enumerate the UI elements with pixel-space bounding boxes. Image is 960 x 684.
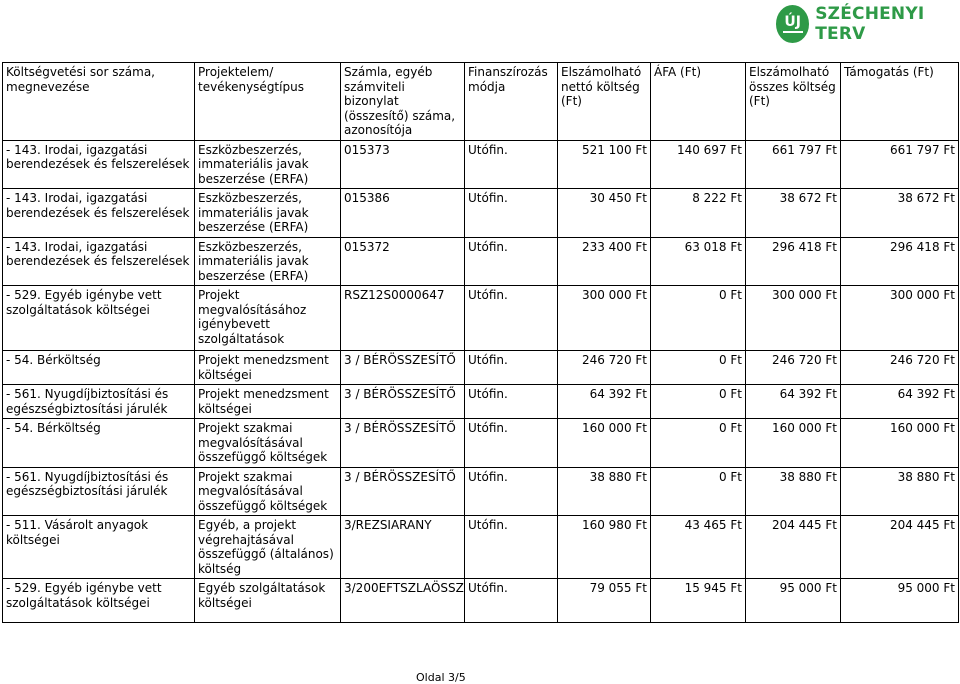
cell-tamogatas: 64 392 Ft bbox=[841, 385, 959, 419]
cell-fin: Utófin. bbox=[465, 419, 558, 468]
uj-logo-icon bbox=[776, 5, 809, 43]
cell-szamla: RSZ12S0000647 bbox=[341, 286, 465, 351]
cell-tamogatas: 246 720 Ft bbox=[841, 351, 959, 385]
cell-fin: Utófin. bbox=[465, 237, 558, 286]
cell-szamla: 015373 bbox=[341, 140, 465, 189]
cell-afa: 15 945 Ft bbox=[651, 579, 746, 623]
cell-sor: - 511. Vásárolt anyagok költségei bbox=[3, 516, 195, 579]
page-number: Oldal 3/5 bbox=[416, 671, 466, 684]
cell-szamla: 3/200EFTSZLAÖSSZ bbox=[341, 579, 465, 623]
cell-fin: Utófin. bbox=[465, 516, 558, 579]
cell-netto: 521 100 Ft bbox=[558, 140, 651, 189]
cell-sor: - 143. Irodai, igazgatási berendezések és felszerelések bbox=[3, 237, 195, 286]
cell-osszes: 38 880 Ft bbox=[746, 467, 841, 516]
cell-osszes: 38 672 Ft bbox=[746, 189, 841, 238]
header-cell: Számla, egyéb számviteli bizonylat (összesítő) száma, azonosítója bbox=[341, 63, 465, 141]
cell-tipus: Egyéb szolgáltatások költségei bbox=[195, 579, 341, 623]
szechenyi-terv-logo bbox=[776, 4, 960, 44]
cell-tipus: Projekt menedzsment költségei bbox=[195, 351, 341, 385]
header-cell: Elszámolható nettó költség (Ft) bbox=[558, 63, 651, 141]
cell-tipus: Projekt menedzsment költségei bbox=[195, 385, 341, 419]
cell-tipus: Eszközbeszerzés, immateriális javak beszerzése (ERFA) bbox=[195, 189, 341, 238]
cell-afa: 0 Ft bbox=[651, 467, 746, 516]
cell-netto: 233 400 Ft bbox=[558, 237, 651, 286]
cell-tipus: Eszközbeszerzés, immateriális javak beszerzése (ERFA) bbox=[195, 140, 341, 189]
cell-tamogatas: 38 880 Ft bbox=[841, 467, 959, 516]
cell-fin: Utófin. bbox=[465, 140, 558, 189]
cell-tipus: Eszközbeszerzés, immateriális javak beszerzése (ERFA) bbox=[195, 237, 341, 286]
cell-fin: Utófin. bbox=[465, 286, 558, 351]
cell-afa: 8 222 Ft bbox=[651, 189, 746, 238]
cell-netto: 300 000 Ft bbox=[558, 286, 651, 351]
cell-sor: - 529. Egyéb igénybe vett szolgáltatások költségei bbox=[3, 579, 195, 623]
cell-sor: - 529. Egyéb igénybe vett szolgáltatások költségei bbox=[3, 286, 195, 351]
table-row bbox=[3, 385, 959, 419]
header-cell: Támogatás (Ft) bbox=[841, 63, 959, 141]
table-row bbox=[3, 351, 959, 385]
cell-tipus: Egyéb, a projekt végrehajtásával összefüggő (általános) költség bbox=[195, 516, 341, 579]
cell-tipus: Projekt szakmai megvalósításával összefüggő költségek bbox=[195, 467, 341, 516]
cell-osszes: 300 000 Ft bbox=[746, 286, 841, 351]
table-row bbox=[3, 467, 959, 516]
cell-tamogatas: 300 000 Ft bbox=[841, 286, 959, 351]
cell-afa: 0 Ft bbox=[651, 286, 746, 351]
cell-szamla: 015372 bbox=[341, 237, 465, 286]
cell-fin: Utófin. bbox=[465, 351, 558, 385]
cell-netto: 79 055 Ft bbox=[558, 579, 651, 623]
cell-tamogatas: 160 000 Ft bbox=[841, 419, 959, 468]
cell-afa: 43 465 Ft bbox=[651, 516, 746, 579]
cell-tamogatas: 38 672 Ft bbox=[841, 189, 959, 238]
cell-sor: - 54. Bérköltség bbox=[3, 351, 195, 385]
header-row bbox=[3, 63, 959, 141]
cell-osszes: 296 418 Ft bbox=[746, 237, 841, 286]
cell-netto: 30 450 Ft bbox=[558, 189, 651, 238]
cell-afa: 0 Ft bbox=[651, 351, 746, 385]
cell-tipus: Projekt megvalósításához igénybevett szolgáltatások bbox=[195, 286, 341, 351]
header-cell: Finanszírozás módja bbox=[465, 63, 558, 141]
cell-afa: 63 018 Ft bbox=[651, 237, 746, 286]
cell-szamla: 015386 bbox=[341, 189, 465, 238]
cost-table bbox=[2, 62, 959, 623]
logo-name: SZÉCHENYI TERV bbox=[815, 4, 925, 44]
table-row bbox=[3, 419, 959, 468]
cell-osszes: 95 000 Ft bbox=[746, 579, 841, 623]
cell-netto: 38 880 Ft bbox=[558, 467, 651, 516]
cell-tipus: Projekt szakmai megvalósításával összefüggő költségek bbox=[195, 419, 341, 468]
cell-szamla: 3/REZSIARANY bbox=[341, 516, 465, 579]
cell-netto: 160 980 Ft bbox=[558, 516, 651, 579]
cell-afa: 0 Ft bbox=[651, 385, 746, 419]
cell-afa: 140 697 Ft bbox=[651, 140, 746, 189]
cell-netto: 246 720 Ft bbox=[558, 351, 651, 385]
cell-szamla: 3 / BÉRÖSSZESÍTŐ bbox=[341, 467, 465, 516]
cell-tamogatas: 95 000 Ft bbox=[841, 579, 959, 623]
cell-fin: Utófin. bbox=[465, 467, 558, 516]
table-row bbox=[3, 286, 959, 351]
cell-szamla: 3 / BÉRÖSSZESÍTŐ bbox=[341, 419, 465, 468]
cell-osszes: 204 445 Ft bbox=[746, 516, 841, 579]
table-row bbox=[3, 237, 959, 286]
cell-osszes: 64 392 Ft bbox=[746, 385, 841, 419]
cell-tamogatas: 661 797 Ft bbox=[841, 140, 959, 189]
header-cell: Elszámolható összes költség (Ft) bbox=[746, 63, 841, 141]
cell-szamla: 3 / BÉRÖSSZESÍTŐ bbox=[341, 351, 465, 385]
header-cell: Költségvetési sor száma, megnevezése bbox=[3, 63, 195, 141]
cell-netto: 64 392 Ft bbox=[558, 385, 651, 419]
cell-fin: Utófin. bbox=[465, 579, 558, 623]
logo-circle-text: ÚJ bbox=[784, 14, 801, 30]
cell-sor: - 143. Irodai, igazgatási berendezések és felszerelések bbox=[3, 140, 195, 189]
cell-osszes: 246 720 Ft bbox=[746, 351, 841, 385]
table-row bbox=[3, 579, 959, 623]
cell-fin: Utófin. bbox=[465, 189, 558, 238]
cell-sor: - 143. Irodai, igazgatási berendezések és felszerelések bbox=[3, 189, 195, 238]
cell-sor: - 561. Nyugdíjbiztosítási és egészségbiztosítási járulék bbox=[3, 385, 195, 419]
table-row bbox=[3, 189, 959, 238]
table-row bbox=[3, 140, 959, 189]
header-cell: ÁFA (Ft) bbox=[651, 63, 746, 141]
cell-afa: 0 Ft bbox=[651, 419, 746, 468]
cell-osszes: 160 000 Ft bbox=[746, 419, 841, 468]
cell-netto: 160 000 Ft bbox=[558, 419, 651, 468]
cell-sor: - 54. Bérköltség bbox=[3, 419, 195, 468]
cell-szamla: 3 / BÉRÖSSZESÍTŐ bbox=[341, 385, 465, 419]
table-row bbox=[3, 516, 959, 579]
cell-tamogatas: 204 445 Ft bbox=[841, 516, 959, 579]
cell-fin: Utófin. bbox=[465, 385, 558, 419]
cell-sor: - 561. Nyugdíjbiztosítási és egészségbiztosítási járulék bbox=[3, 467, 195, 516]
cell-osszes: 661 797 Ft bbox=[746, 140, 841, 189]
header-cell: Projektelem/ tevékenységtípus bbox=[195, 63, 341, 141]
cell-tamogatas: 296 418 Ft bbox=[841, 237, 959, 286]
